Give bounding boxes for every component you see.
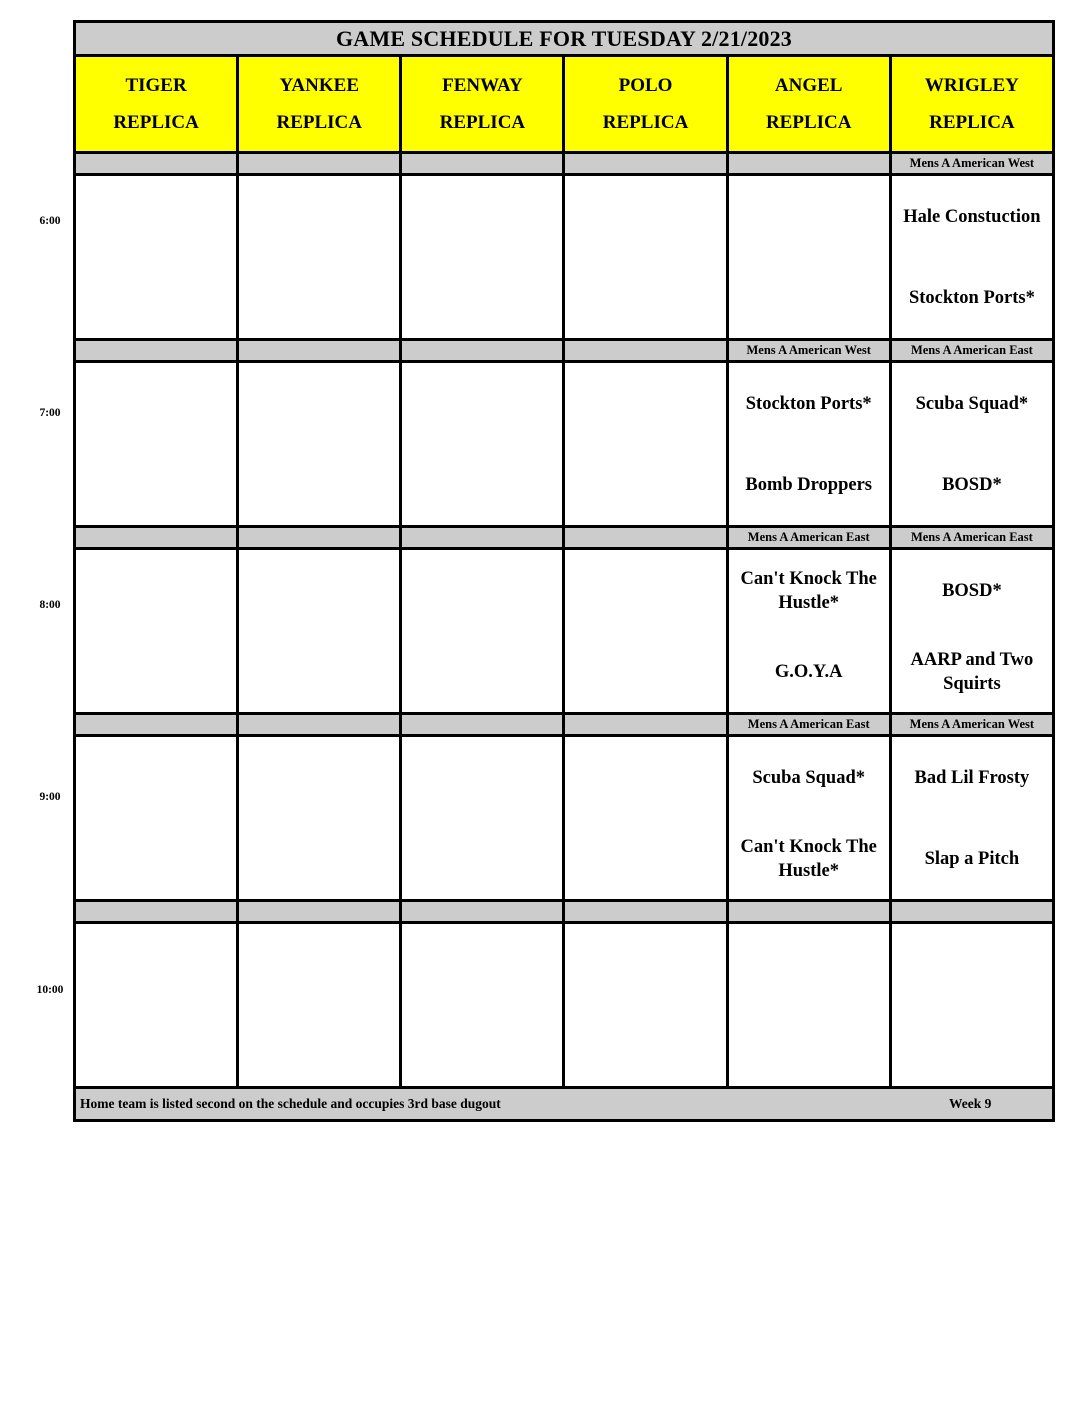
division-label [75,340,238,362]
game-cell [238,923,401,1088]
away-team: BOSD* [942,580,1002,601]
division-label [564,153,727,175]
game-cell [401,549,564,714]
matchup [565,363,725,525]
game-cell [890,549,1053,714]
game-row [75,549,1054,714]
away-team [239,176,399,257]
division-label [564,901,727,923]
matchup [892,363,1052,525]
matchup [76,924,236,1086]
field-name: ANGEL [774,75,843,96]
matchup [892,176,1052,338]
matchup [565,176,725,338]
away-team [239,550,399,631]
matchup [76,363,236,525]
matchup [729,550,889,712]
time-label: 6:00 [39,215,61,227]
game-cell [238,549,401,714]
away-team: Scuba Squad* [915,393,1029,414]
field-header-row [75,56,1054,153]
title-row [75,22,1054,56]
game-cell [75,923,238,1088]
home-team [402,818,562,899]
division-label: Mens A American West [890,714,1053,736]
away-team [402,924,562,1005]
division-label [75,153,238,175]
home-team [76,631,236,712]
division-label [401,527,564,549]
division-label [238,340,401,362]
home-team: Stockton Ports* [908,287,1035,308]
game-cell [564,175,727,340]
home-team: AARP and Two Squirts [910,649,1034,694]
home-team-note: Home team is listed second on the schedule and occupies 3rd base dugout [80,1096,501,1111]
game-row [75,923,1054,1088]
field-subtitle: REPLICA [276,112,362,133]
game-cell [890,923,1053,1088]
away-team [76,550,236,631]
home-team [239,257,399,338]
away-team [729,176,889,257]
game-row [75,175,1054,340]
away-team [402,550,562,631]
division-label: Mens A American East [727,714,890,736]
away-team [565,550,725,631]
away-team [892,924,1052,1005]
away-team [76,176,236,257]
home-team: Bomb Droppers [745,474,872,495]
matchup [239,550,399,712]
game-cell [890,736,1053,901]
game-cell [238,175,401,340]
field-header-tiger [75,56,238,153]
division-label [238,714,401,736]
division-label [727,901,890,923]
home-team [402,631,562,712]
away-team [402,737,562,818]
game-cell [401,175,564,340]
matchup [402,363,562,525]
matchup [239,924,399,1086]
division-label [401,340,564,362]
division-label: Mens A American East [727,527,890,549]
home-team: BOSD* [942,474,1002,495]
home-team [76,818,236,899]
division-label: Mens A American West [727,340,890,362]
division-label [401,901,564,923]
away-team [239,924,399,1005]
game-cell [401,923,564,1088]
division-label [401,153,564,175]
game-row [75,362,1054,527]
field-subtitle: REPLICA [113,112,199,133]
home-team: G.O.Y.A [774,661,843,682]
time-label: 7:00 [39,407,61,419]
away-team [239,737,399,818]
home-team [565,444,725,525]
home-team [76,257,236,338]
footer-row [75,1088,1054,1121]
division-label [75,527,238,549]
game-cell [564,736,727,901]
game-cell [238,362,401,527]
matchup [729,176,889,338]
division-label [75,714,238,736]
division-label [401,714,564,736]
time-label: 8:00 [39,599,61,611]
home-team [565,631,725,712]
home-team [239,631,399,712]
matchup [76,737,236,899]
game-cell [75,736,238,901]
away-team [402,363,562,444]
home-team [565,257,725,338]
away-team: Hale Constuction [903,206,1041,227]
game-cell [564,923,727,1088]
home-team [402,1005,562,1086]
matchup [892,550,1052,712]
division-label [890,901,1053,923]
division-row [75,527,1054,549]
home-team [239,818,399,899]
division-label [238,153,401,175]
away-team: Scuba Squad* [752,767,865,788]
division-label [238,901,401,923]
time-label: 9:00 [39,791,61,803]
home-team [402,444,562,525]
matchup [76,550,236,712]
division-label: Mens A American East [890,527,1053,549]
matchup [892,924,1052,1086]
division-label [564,340,727,362]
division-label [75,901,238,923]
game-cell [75,175,238,340]
matchup [402,924,562,1086]
home-team [402,257,562,338]
matchup [729,737,889,899]
field-header-polo [564,56,727,153]
home-team [565,1005,725,1086]
field-header-yankee [238,56,401,153]
matchup [239,737,399,899]
home-team: Can't Knock The Hustle* [740,836,877,881]
home-team [729,257,889,338]
away-team [76,737,236,818]
division-label: Mens A American East [890,340,1053,362]
time-label: 10:00 [36,984,64,996]
home-team [76,1005,236,1086]
home-team [239,1005,399,1086]
field-name: POLO [618,75,673,96]
game-cell [727,362,890,527]
division-label: Mens A American West [890,153,1053,175]
game-cell [727,175,890,340]
division-label [564,714,727,736]
game-cell [238,736,401,901]
game-cell [890,175,1053,340]
away-team [565,176,725,257]
field-name: WRIGLEY [924,75,1019,96]
week-label: Week 9 [949,1096,992,1111]
field-name: FENWAY [442,75,523,96]
away-team [239,363,399,444]
matchup [76,176,236,338]
away-team [76,924,236,1005]
matchup [565,924,725,1086]
away-team [565,924,725,1005]
away-team: Stockton Ports* [745,393,872,414]
matchup [239,363,399,525]
division-label [727,153,890,175]
field-subtitle: REPLICA [929,112,1015,133]
home-team [729,1005,889,1086]
matchup [729,363,889,525]
home-team [565,818,725,899]
game-cell [75,362,238,527]
schedule-table [73,20,1055,1122]
matchup [565,550,725,712]
field-header-angel [727,56,890,153]
game-cell [727,923,890,1088]
away-team: Can't Knock The Hustle* [740,568,877,613]
away-team [729,924,889,1005]
game-cell [727,549,890,714]
field-subtitle: REPLICA [439,112,526,133]
game-cell [401,736,564,901]
division-row [75,714,1054,736]
field-header-wrigley [890,56,1053,153]
division-row [75,901,1054,923]
game-cell [564,362,727,527]
game-row [75,736,1054,901]
home-team [239,444,399,525]
division-label [564,527,727,549]
away-team [402,176,562,257]
footer [75,1088,1054,1121]
field-header-fenway [401,56,564,153]
away-team: Bad Lil Frosty [914,767,1030,788]
home-team: Slap a Pitch [924,848,1020,869]
away-team [565,363,725,444]
field-subtitle: REPLICA [765,112,852,133]
division-row [75,340,1054,362]
game-cell [564,549,727,714]
division-row [75,153,1054,175]
field-subtitle: REPLICA [602,112,689,133]
game-cell [727,736,890,901]
game-cell [890,362,1053,527]
matchup [239,176,399,338]
game-cell [401,362,564,527]
away-team [76,363,236,444]
division-label [238,527,401,549]
field-name: TIGER [125,75,187,96]
matchup [402,550,562,712]
matchup [402,737,562,899]
matchup [402,176,562,338]
home-team [76,444,236,525]
field-name: YANKEE [279,75,359,96]
matchup [565,737,725,899]
schedule-title: GAME SCHEDULE FOR TUESDAY 2/21/2023 [75,22,1054,56]
matchup [892,737,1052,899]
game-cell [75,549,238,714]
home-team [892,1005,1052,1086]
matchup [729,924,889,1086]
away-team [565,737,725,818]
